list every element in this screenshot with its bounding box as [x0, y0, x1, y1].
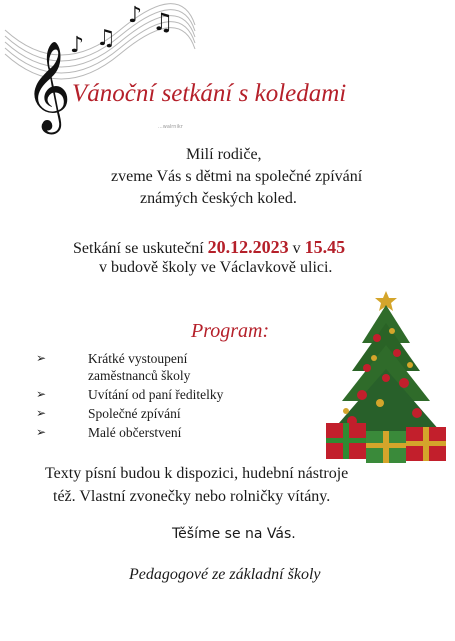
- arrow-bullet-icon: ➢: [36, 406, 47, 420]
- meeting-line: [73, 237, 345, 258]
- greeting: Milí rodiče,: [186, 146, 262, 163]
- music-notes-icon: [70, 3, 174, 58]
- meeting-date: 20.12.2023: [207, 237, 289, 257]
- program-list: [30, 350, 330, 443]
- meeting-prefix: Setkání se uskuteční: [73, 240, 204, 257]
- arrow-bullet-icon: ➢: [36, 387, 47, 401]
- list-item: ➢ Krátké vystoupení zaměstnanců školy: [36, 351, 191, 383]
- arrow-bullet-icon: ➢: [36, 351, 47, 365]
- meeting-middle: v: [292, 240, 301, 257]
- christmas-tree-icon: [322, 283, 450, 463]
- songs-line-1: Texty písní budou k dispozici, hudební nástroje: [45, 465, 349, 482]
- small-watermark-text: ...walrnikr: [158, 124, 183, 130]
- svg-text:♫: ♫: [152, 8, 174, 36]
- program-title: Program:: [191, 320, 270, 342]
- svg-text:♪: ♪: [128, 3, 143, 28]
- arrow-bullet-icon: ➢: [36, 425, 47, 439]
- treble-clef-icon: [25, 41, 71, 135]
- invite-line-1: zveme Vás s dětmi na společné zpívání: [111, 168, 363, 185]
- signature: Pedagogové ze základní školy: [129, 566, 321, 583]
- invite-line-2: známých českých koled.: [140, 190, 297, 207]
- meeting-location: v budově školy ve Václavkově ulici.: [99, 259, 333, 276]
- meeting-time: 15.45: [304, 237, 346, 257]
- looking-forward: Těšíme se na Vás.: [172, 526, 296, 542]
- list-item: ➢ Uvítání od paní ředitelky: [36, 387, 224, 402]
- list-item: ➢ Společné zpívání: [36, 406, 181, 421]
- music-staff-illustration: [0, 0, 200, 135]
- svg-text:𝄞: 𝄞: [25, 41, 72, 131]
- list-item: ➢ Malé občerstvení: [36, 425, 182, 440]
- svg-text:♫: ♫: [96, 26, 116, 51]
- page-title: Vánoční setkání s koledami: [72, 80, 347, 107]
- songs-line-2: též. Vlastní zvonečky nebo rolničky vítány.: [53, 488, 331, 505]
- svg-text:♪: ♪: [70, 33, 85, 58]
